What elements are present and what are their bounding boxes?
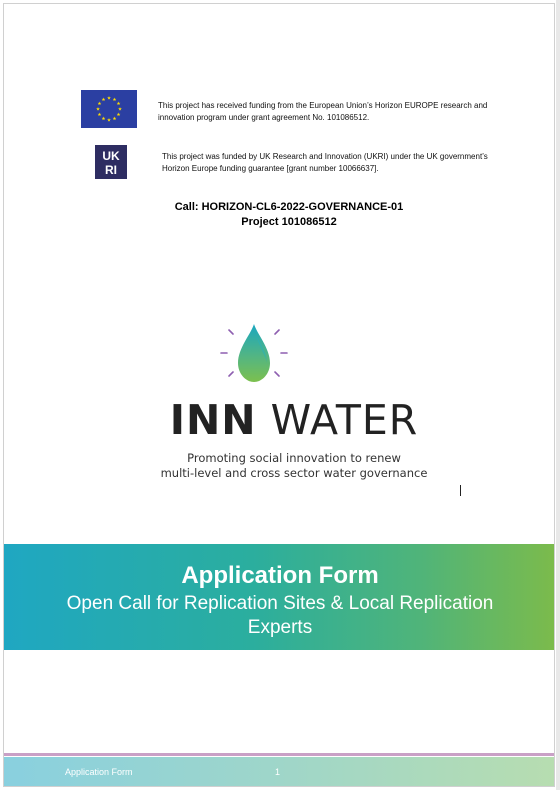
svg-text:RI: RI (105, 163, 117, 177)
form-subtitle: Open Call for Replication Sites & Local Replication Experts (66, 593, 494, 638)
call-identifier: Call: HORIZON-CL6-2022-GOVERNANCE-01 (174, 201, 404, 213)
eu-flag-icon (81, 90, 137, 128)
eu-star (102, 117, 106, 121)
tagline-line-2: multi-level and cross sector water governance (160, 466, 428, 480)
call-info (144, 200, 434, 230)
text-cursor (460, 485, 461, 496)
vertical-scrollbar[interactable] (556, 0, 560, 790)
tagline-line-1: Promoting social innovation to renew (187, 451, 401, 465)
eu-star (117, 113, 121, 117)
brand-name-part1: INN (169, 396, 257, 444)
footer-divider (4, 753, 555, 756)
eu-star (98, 102, 102, 106)
eu-star (113, 117, 117, 121)
page-footer (4, 757, 555, 787)
project-number: Project 101086512 (241, 216, 337, 228)
eu-star (96, 107, 100, 111)
eu-star (118, 107, 122, 111)
title-banner (4, 544, 555, 650)
eu-star (113, 97, 117, 101)
ukri-logo (95, 145, 127, 179)
brand-tagline (124, 451, 464, 481)
brand-name (124, 396, 464, 444)
form-title: Application Form (181, 562, 379, 589)
eu-star (107, 118, 111, 122)
eu-star (102, 97, 106, 101)
document-page (3, 3, 555, 787)
eu-star (107, 96, 111, 100)
brand-name-part2: WATER (270, 396, 419, 444)
ukri-funding-statement: This project was funded by UK Research and Innovation (UKRI) under the UK government’s Horizon Europe funding guarantee [grant number 10066637]. (162, 152, 488, 173)
page-number: 1 (275, 767, 281, 777)
svg-text:UK: UK (102, 149, 120, 163)
inn-water-logo (124, 304, 464, 494)
footer-label: Application Form (65, 767, 133, 777)
eu-star (117, 102, 121, 106)
eu-funding-statement: This project has received funding from the European Union’s Horizon EUROPE research and innovation program under grant agreement No. 101086512. (158, 101, 488, 122)
eu-star (98, 113, 102, 117)
water-drop-icon (219, 318, 289, 390)
